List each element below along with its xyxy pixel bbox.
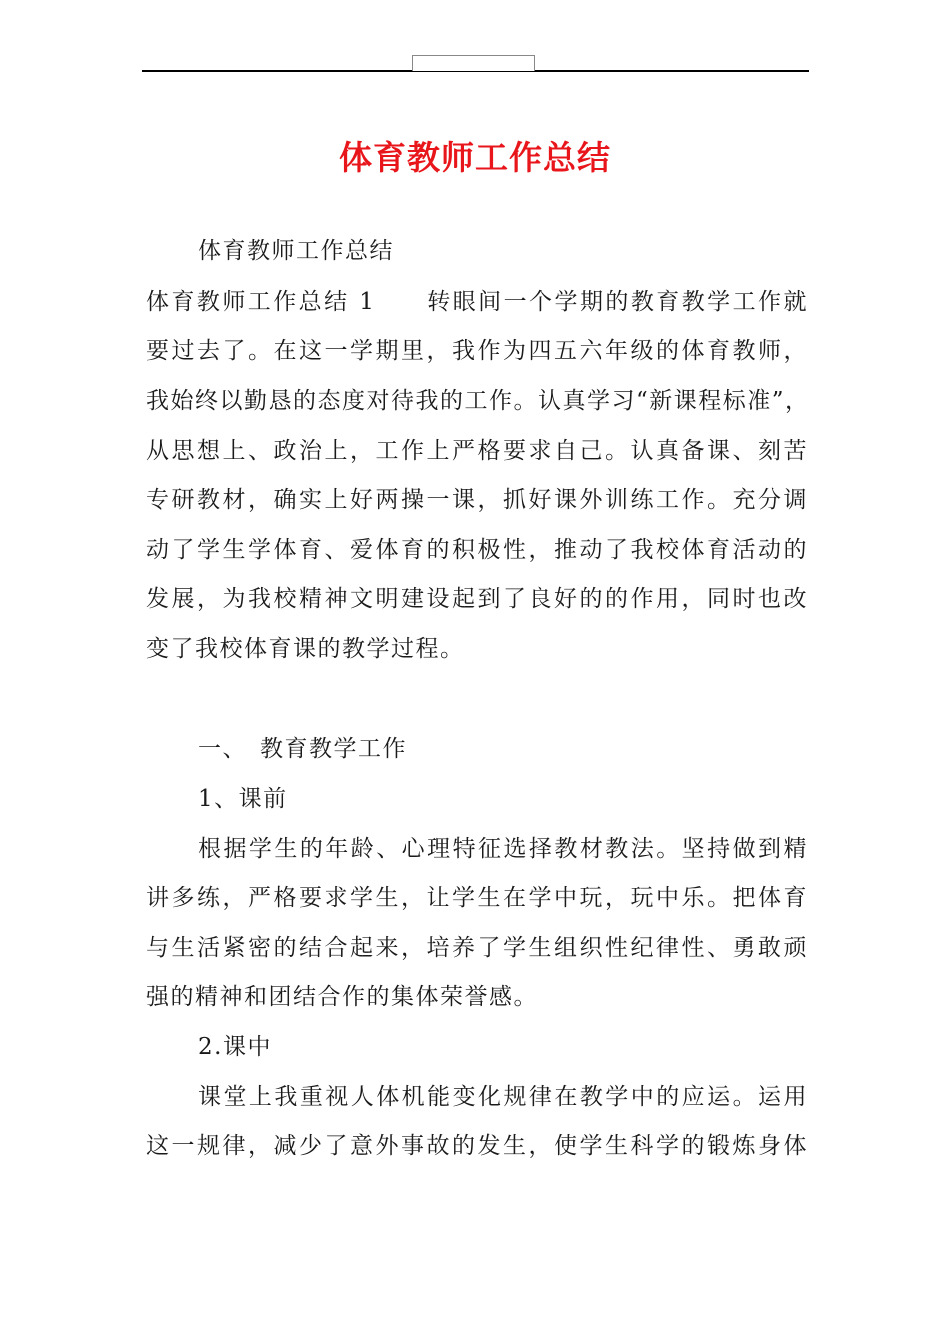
- paragraph-line: 这一规律，减少了意外事故的发生，使学生科学的锻炼身体: [146, 1133, 808, 1159]
- paragraph-line: 讲多练，严格要求学生，让学生在学中玩，玩中乐。把体育: [146, 885, 808, 911]
- item-heading: 1、课前: [198, 786, 288, 812]
- intro-line: 发展，为我校精神文明建设起到了良好的的作用，同时也改: [146, 586, 808, 612]
- intro-line: 变了我校体育课的教学过程。: [146, 636, 465, 662]
- subtitle: 体育教师工作总结: [198, 238, 394, 264]
- paragraph-line: 强的精神和团结合作的集体荣誉感。: [146, 984, 538, 1010]
- section-heading: 一、 教育教学工作: [198, 736, 407, 762]
- intro-line: 动了学生学体育、爱体育的积极性，推动了我校体育活动的: [146, 537, 808, 563]
- intro-line: 从思想上、政治上，工作上严格要求自己。认真备课、刻苦: [146, 438, 808, 464]
- item-heading: 2.课中: [198, 1034, 272, 1060]
- document-title: 体育教师工作总结: [339, 138, 611, 177]
- intro-line: 我始终以勤恳的态度对待我的工作。认真学习“新课程标准”，: [146, 388, 810, 414]
- header-tab: [412, 55, 535, 71]
- paragraph-line: 根据学生的年龄、心理特征选择教材教法。坚持做到精: [198, 836, 808, 862]
- paragraph-line: 课堂上我重视人体机能变化规律在教学中的应运。运用: [198, 1084, 808, 1110]
- intro-line: 体育教师工作总结 1 转眼间一个学期的教育教学工作就: [146, 289, 808, 315]
- intro-line: 要过去了。在这一学期里，我作为四五六年级的体育教师，: [146, 338, 808, 364]
- intro-line: 专研教材，确实上好两操一课，抓好课外训练工作。充分调: [146, 487, 808, 513]
- paragraph-line: 与生活紧密的结合起来，培养了学生组织性纪律性、勇敢顽: [146, 935, 808, 961]
